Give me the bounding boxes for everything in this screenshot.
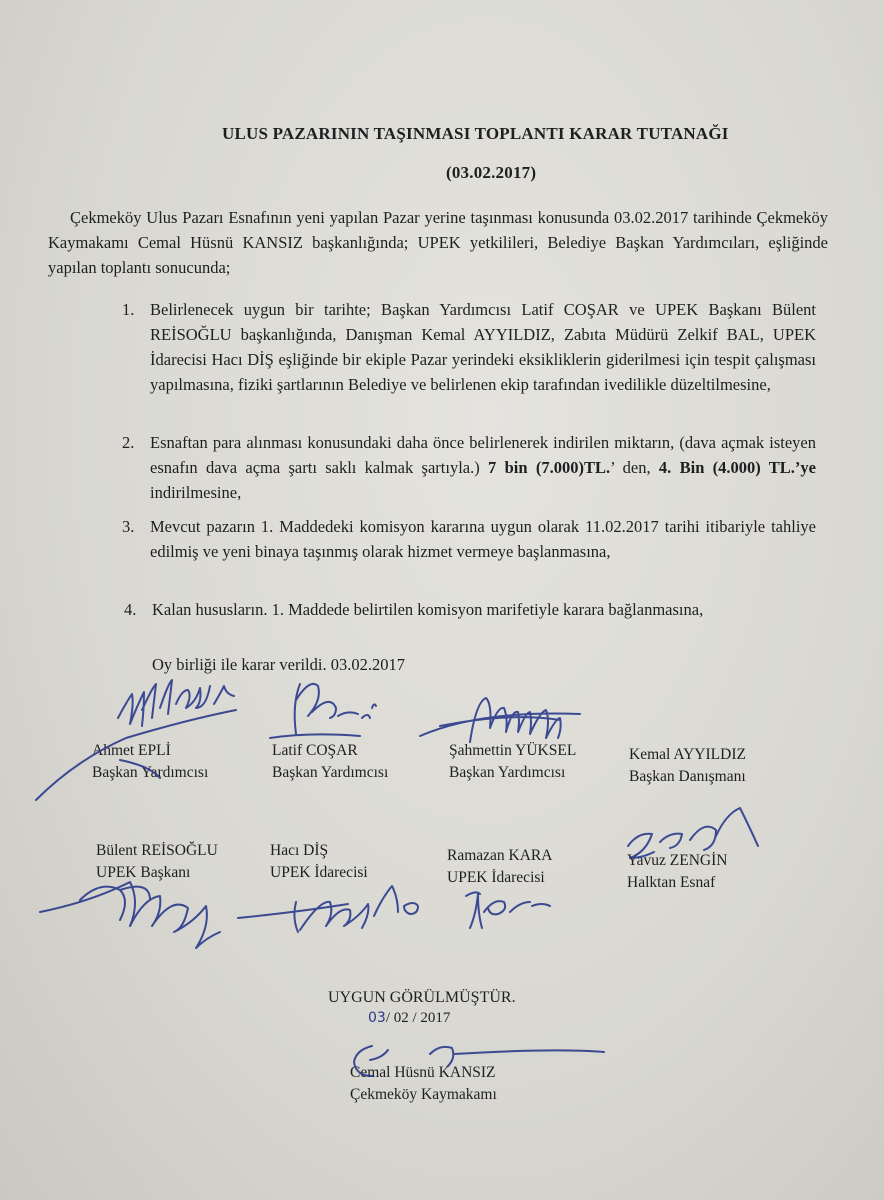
item-1-number: 1. [122,300,135,319]
signature-latif-cosar [270,684,376,738]
signatory-4 [629,744,746,788]
closing-statement: Oy birliği ile karar verildi. 03.02.2017 [152,655,405,674]
item-3-number: 3. [122,517,135,536]
signatory-1 [92,740,208,784]
signatory-3 [449,740,576,784]
approval-label: UYGUN GÖRÜLMÜŞTÜR. [328,989,516,1006]
item-4-text: Kalan hususların. 1. Maddede belirtilen komisyon marifetiyle karara bağlanmasına, [152,600,704,619]
signatory-8 [627,850,727,894]
signatory-name: Hacı DİŞ [270,842,329,859]
signatory-role: Başkan Yardımcısı [92,764,209,781]
signatory-name: Kemal AYYILDIZ [629,746,746,763]
signatory-6 [270,840,368,884]
signatory-role: Halktan Esnaf [627,874,716,891]
item-2-text-c: indirilmesine, [150,483,242,502]
signatory-name: Bülent REİSOĞLU [96,842,218,859]
item-2-text-a: Esnaftan para alınması konusundaki daha önce belirlenerek indirilen miktarın, (dava açmak isteyen esnafın dava açma şartı saklı kalmak şartıyla.) [150,433,816,477]
signatory-role: Başkan Yardımcısı [272,764,389,781]
approver-name: Cemal Hüsnü KANSIZ [350,1064,496,1081]
signatory-role: UPEK Başkanı [96,864,191,881]
signatory-7 [447,845,552,889]
document-date: (03.02.2017) [446,163,537,182]
signatory-5 [96,840,218,884]
signatory-role: UPEK İdarecisi [270,864,368,881]
item-2-text [150,430,816,505]
signatory-role: Başkan Danışmanı [629,768,746,785]
item-2-amount-new: 4. Bin (4.000) TL.’ye [658,458,816,477]
approval-date-rest: / 02 / 2017 [385,1010,451,1026]
item-1-text: Belirlenecek uygun bir tarihte; Başkan Yardımcısı Latif COŞAR ve UPEK Başkanı Bülent REİSOĞLU başkanlığında, Danışman Kemal AYYILDIZ, Zabıta Müdürü Zelkif BAL, UPEK İdarecisi Hacı DİŞ eşliğinde bir ekiple Pazar yerindeki eksikliklerin giderilmesi için tespit çalışması yapılmasına, fiziki şartlarının Belediye ve belirlenen ekip tarafından ivedilikle düzeltilmesine, [150,300,816,394]
signatory-name: Latif COŞAR [272,742,358,759]
approval-handwritten-day: 03 [368,1010,386,1026]
signatory-2 [272,740,388,784]
approval-date [368,1008,450,1028]
signature-haci-dis [238,886,418,932]
signature-sahmettin-yuksel [420,698,580,742]
signatory-role: Başkan Yardımcısı [449,764,566,781]
item-2-text-b: ’ den, [610,458,659,477]
item-4-number: 4. [124,600,137,619]
item-3-text: Mevcut pazarın 1. Maddedeki komisyon kararına uygun olarak 11.02.2017 tarihi itibariyle tahliye edilmiş ve yeni binaya taşınmış olarak hizmet vermeye başlanmasına, [150,517,816,561]
signatory-name: Yavuz ZENGİN [627,852,728,869]
intro-paragraph: Çekmeköy Ulus Pazarı Esnafının yeni yapılan Pazar yerine taşınması konusunda 03.02.2017 tarihinde Çekmeköy Kaymakamı Cemal Hüsnü KANSIZ başkanlığında; UPEK yetkilileri, Belediye Başkan Yardımcıları, eşliğinde yapılan toplantı sonucunda; [48,208,828,277]
document-title: ULUS PAZARININ TAŞINMASI TOPLANTI KARAR TUTANAĞI [222,124,729,143]
item-2-number: 2. [122,433,135,452]
signatory-role: UPEK İdarecisi [447,869,545,886]
signatory-name: Ramazan KARA [447,847,553,864]
signature-ramazan-kara [466,892,550,928]
approver-role: Çekmeköy Kaymakamı [350,1086,497,1103]
item-2-amount-old: 7 bin (7.000)TL. [488,458,611,477]
signature-bulent-reisoglu [40,882,220,948]
signatory-name: Ahmet EPLİ [92,742,171,759]
signatory-name: Şahmettin YÜKSEL [449,742,577,759]
approver [350,1062,497,1106]
